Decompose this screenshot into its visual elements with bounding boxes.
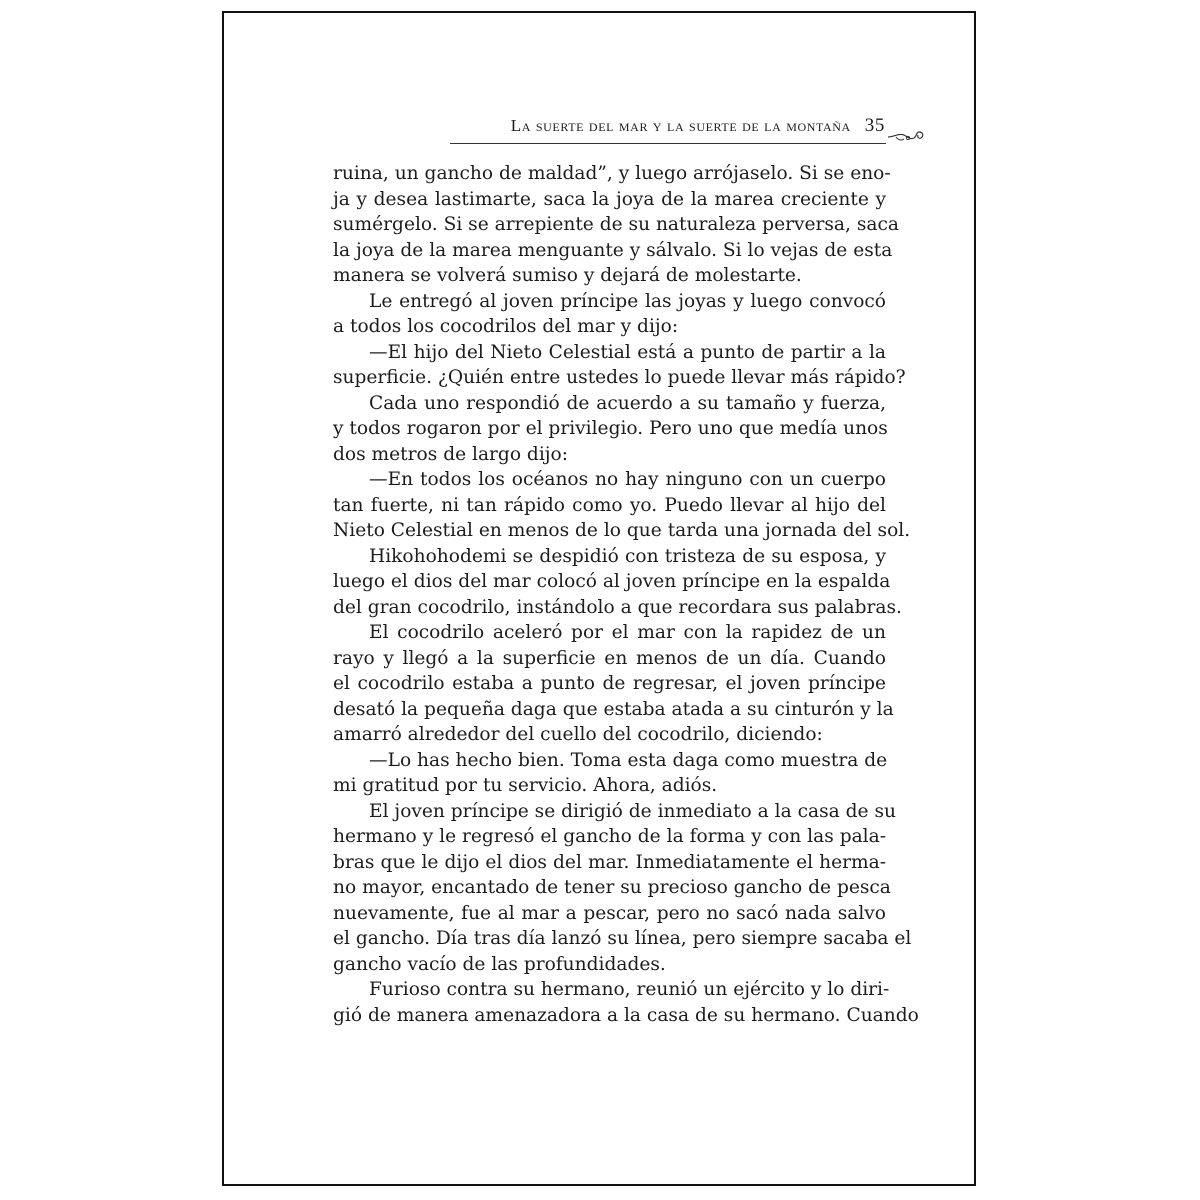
text-line: Le entregó al joven príncipe las joyas y luego convocó xyxy=(369,290,886,312)
text-line: Hikohohodemi se despidió con tristeza de su esposa, y xyxy=(369,545,886,567)
text-line: amarró alrededor del cuello del cocodrilo, diciendo: xyxy=(333,724,823,745)
running-header xyxy=(224,115,885,137)
text-line: Furioso contra su hermano, reunió un ejército y lo diri- xyxy=(369,979,890,1000)
text-line: hermano y le regresó el gancho de la forma y con las pala- xyxy=(333,826,886,847)
text-line: no mayor, encantado de tener su precioso gancho de pesca xyxy=(333,877,891,898)
text-line: tan fuerte, ni tan rápido como yo. Puedo llevar al hijo del xyxy=(333,494,886,516)
text-line: dos metros de largo dijo: xyxy=(333,443,569,465)
text-line: rayo y llegó a la superficie en menos de un día. Cuando xyxy=(333,647,886,669)
text-line: nuevamente, fue al mar a pescar, pero no sacó nada salvo xyxy=(333,902,886,924)
running-title: La suerte del mar y la suerte de la montaña xyxy=(510,116,851,135)
text-line: El joven príncipe se dirigió de inmediato a la casa de su xyxy=(369,800,896,822)
header-rule xyxy=(450,143,886,144)
text-line: El cocodrilo aceleró por el mar con la rapidez de un xyxy=(369,622,886,643)
text-line: del gran cocodrilo, instándolo a que recordara sus palabras. xyxy=(333,596,902,618)
text-line: la joya de la marea menguante y sálvalo. Si lo vejas de esta xyxy=(333,239,893,261)
text-line: manera se volverá sumiso y dejará de molestarte. xyxy=(333,265,802,286)
text-line: a todos los cocodrilos del mar y dijo: xyxy=(333,316,679,337)
text-line: luego el dios del mar colocó al joven príncipe en la espalda xyxy=(333,571,891,592)
text-line: ja y desea lastimarte, saca la joya de la marea creciente y xyxy=(333,188,886,210)
text-line: Cada uno respondió de acuerdo a su tamaño y fuerza, xyxy=(369,392,886,414)
text-line: gió de manera amenazadora a la casa de su hermano. Cuando xyxy=(333,1004,919,1026)
text-line: y todos rogaron por el privilegio. Pero uno que medía unos xyxy=(333,418,888,439)
text-line: —El hijo del Nieto Celestial está a punto de partir a la xyxy=(369,341,886,363)
text-line: Nieto Celestial en menos de lo que tarda una jornada del sol. xyxy=(333,520,911,541)
text-line: ruina, un gancho de maldad”, y luego arrójaselo. Si se eno- xyxy=(333,163,891,184)
flourish-ornament-icon xyxy=(888,125,928,145)
text-line: bras que le dijo el dios del mar. Inmediatamente el herma- xyxy=(333,851,886,873)
text-line: el cocodrilo estaba a punto de regresar, el joven príncipe xyxy=(333,673,886,694)
text-line: gancho vacío de las profundidades. xyxy=(333,953,666,975)
text-line: el gancho. Día tras día lanzó su línea, pero siempre sacaba el xyxy=(333,928,912,949)
text-line: sumérgelo. Si se arrepiente de su naturaleza perversa, saca xyxy=(333,214,899,235)
text-line: —En todos los océanos no hay ninguno con un cuerpo xyxy=(369,469,886,490)
text-line: mi gratitud por tu servicio. Ahora, adiós. xyxy=(333,775,718,796)
text-line: —Lo has hecho bien. Toma esta daga como muestra de xyxy=(369,749,888,771)
text-line: desató la pequeña daga que estaba atada a su cinturón y la xyxy=(333,698,894,720)
page-number: 35 xyxy=(864,115,885,136)
body-text xyxy=(333,161,919,1028)
book-page xyxy=(222,11,976,1186)
text-line: superficie. ¿Quién entre ustedes lo puede llevar más rápido? xyxy=(333,367,906,388)
